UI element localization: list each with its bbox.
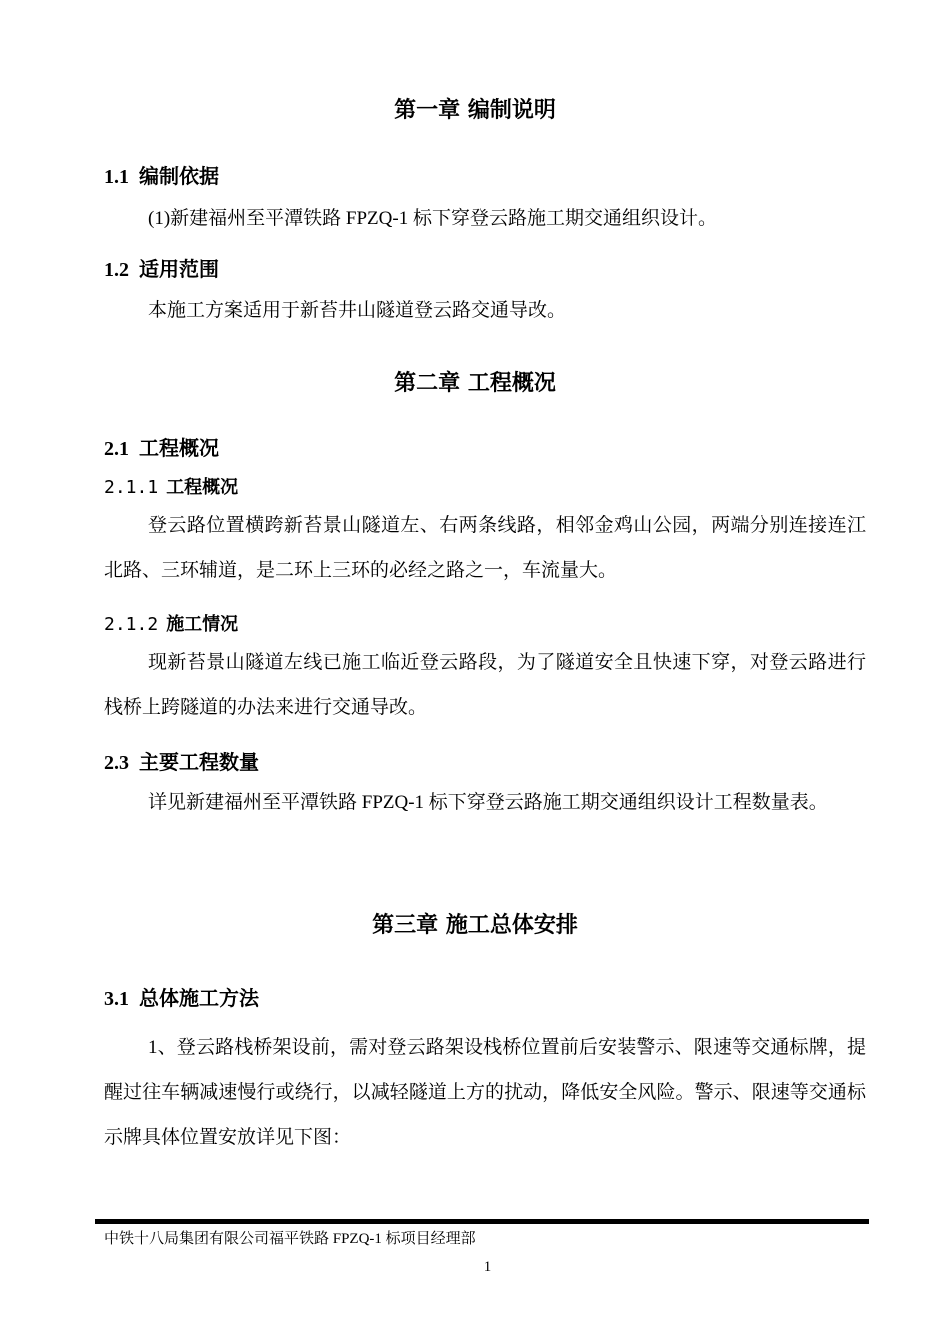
section-1-1-heading	[104, 160, 219, 189]
section-title: 施工情况	[166, 614, 239, 635]
section-3-1-paragraph: 1、登云路栈桥架设前，需对登云路架设栈桥位置前后安装警示、限速等交通标牌，提醒过往车辆减速慢行或绕行，以减轻隧道上方的扰动，降低安全风险。警示、限速等交通标示牌具体位置安放详见下图：	[104, 1037, 866, 1148]
section-2-1-2-heading	[104, 610, 238, 636]
section-title: 工程概况	[166, 477, 239, 498]
section-2-1-heading	[104, 432, 219, 461]
section-title: 总体施工方法	[139, 986, 259, 1010]
section-number: 1.2	[104, 259, 129, 281]
chapter-2-title: 第二章 工程概况	[394, 371, 556, 396]
section-title: 主要工程数量	[139, 750, 259, 774]
page-number: 1	[483, 1259, 492, 1275]
section-number: 1.1	[104, 166, 129, 188]
section-number: 2.1.2	[104, 614, 159, 635]
section-1-2-heading	[104, 253, 219, 282]
section-title: 适用范围	[139, 257, 219, 281]
section-number: 3.1	[104, 988, 129, 1010]
section-2-1-1-heading	[104, 473, 238, 499]
section-2-1-2-paragraph: 现新苔景山隧道左线已施工临近登云路段，为了隧道安全且快速下穿，对登云路进行栈桥上跨隧道的办法来进行交通导改。	[104, 652, 866, 718]
section-3-1-heading	[104, 982, 259, 1011]
section-1-2-paragraph: 本施工方案适用于新苔井山隧道登云路交通导改。	[148, 300, 567, 321]
section-title: 编制依据	[139, 164, 219, 188]
section-number: 2.1.1	[104, 477, 159, 498]
footer-rule	[95, 1219, 869, 1224]
section-number: 2.1	[104, 438, 129, 460]
section-2-1-1-paragraph: 登云路位置横跨新苔景山隧道左、右两条线路，相邻金鸡山公园，两端分别连接连江北路、三环辅道，是二环上三环的必经之路之一，车流量大。	[104, 515, 866, 581]
section-2-3-paragraph: 详见新建福州至平潭铁路 FPZQ-1 标下穿登云路施工期交通组织设计工程数量表。	[148, 792, 828, 813]
footer-company: 中铁十八局集团有限公司福平铁路 FPZQ-1 标项目经理部	[104, 1231, 476, 1247]
section-number: 2.3	[104, 752, 129, 774]
section-2-3-heading	[104, 746, 259, 775]
chapter-1-title: 第一章 编制说明	[394, 98, 556, 123]
section-title: 工程概况	[139, 436, 219, 460]
section-1-1-paragraph: (1)新建福州至平潭铁路 FPZQ-1 标下穿登云路施工期交通组织设计。	[148, 208, 717, 229]
chapter-3-title: 第三章 施工总体安排	[372, 913, 578, 938]
